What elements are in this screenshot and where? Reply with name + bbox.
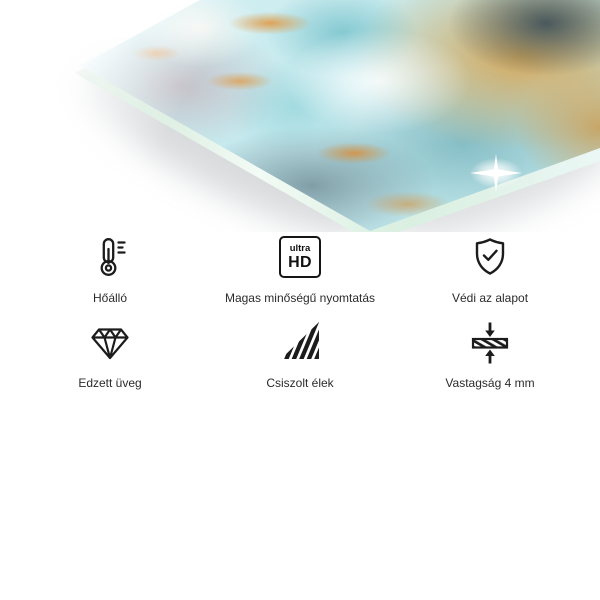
features-grid — [15, 234, 585, 390]
feature-base-protection — [395, 234, 585, 305]
feature-polished-edges — [205, 319, 395, 390]
feature-label: Magas minőségű nyomtatás — [224, 291, 376, 305]
ultra-hd-icon-text-bottom: HD — [288, 253, 312, 271]
feature-heat-resistant — [15, 234, 205, 305]
feature-label: Edzett üveg — [78, 376, 142, 390]
ultra-hd-icon-text-top: ultra — [289, 242, 311, 254]
feature-thickness — [395, 319, 585, 390]
feature-label: Vastagság 4 mm — [445, 376, 535, 390]
sparkle-glint-icon — [468, 152, 524, 194]
ultra-hd-icon — [279, 234, 321, 280]
feature-label: Védi az alapot — [451, 291, 529, 305]
product-image — [0, 0, 600, 232]
feature-tempered-glass — [15, 319, 205, 390]
shield-check-icon — [468, 234, 512, 280]
thickness-icon — [468, 319, 512, 365]
diamond-icon — [88, 319, 132, 365]
feature-label: Csiszolt élek — [266, 376, 334, 390]
thermometer-icon — [88, 234, 132, 280]
feature-print-quality — [205, 234, 395, 305]
feature-label: Hőálló — [92, 291, 128, 305]
polished-edges-icon — [278, 319, 322, 365]
